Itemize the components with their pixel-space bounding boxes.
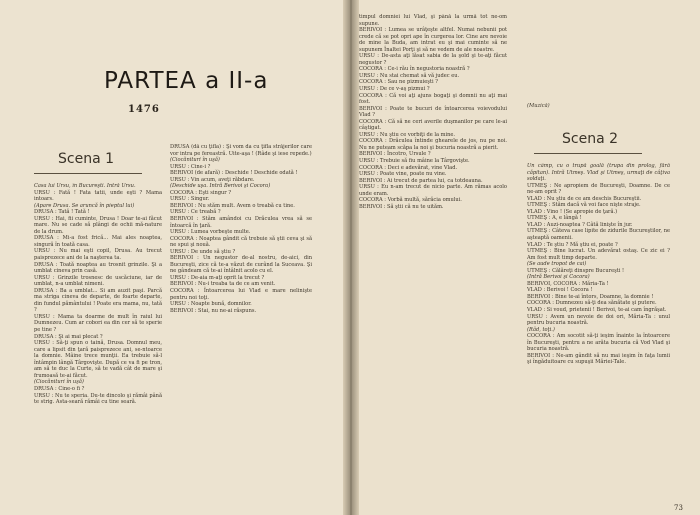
paragraph: (Ciocănituri în uşă) bbox=[170, 157, 220, 164]
left-column-2 bbox=[170, 144, 312, 505]
scene-1-rule bbox=[34, 173, 142, 174]
paragraph: COCORA : Deci e adevărat, vine Vlad. bbox=[359, 164, 458, 171]
year-heading: 1476 bbox=[128, 104, 160, 115]
paragraph: BERIVOI, COCORA : Măria-Ta ! bbox=[527, 280, 609, 287]
scene-2-rule bbox=[534, 153, 642, 154]
paragraph: URSU : Trebuie să fiu mâine la Târgovişte. bbox=[359, 158, 470, 165]
paragraph: timpul domniei lui Vlad, şi până la urmă tot ne-om supune. bbox=[359, 14, 507, 27]
paragraph: URSU : Noapte bună, domnilor. bbox=[170, 301, 252, 308]
paragraph: UTMEŞ : Câteva case lipite de zidurile Bucureştilor, ne aşteaptă oamenii. bbox=[527, 228, 670, 242]
paragraph: COCORA : Noaptea gândit că trebuie să ştii ceva şi să ne spui şi nouă. bbox=[170, 235, 312, 249]
paragraph: UTMEŞ : Bine lucrat. Un adevărat ostaş. Ce zic ei ? Am fost mult timp departe. bbox=[527, 248, 670, 261]
paragraph: URSU : Vin acum, aveţi răbdare. bbox=[170, 176, 255, 183]
left-column-1 bbox=[34, 183, 162, 505]
paragraph: URSU : Grinzile trosnesc de uscăciune, iar de umblat, n-a umblat nimeni. bbox=[34, 274, 162, 288]
paragraph: URSU : Poate vine, poate nu vine. bbox=[359, 171, 447, 178]
paragraph: DRUSA : Tată ! Tată ! bbox=[34, 209, 90, 216]
paragraph: DRUSA : Cine-o fi ? bbox=[34, 385, 85, 392]
paragraph: (Intră Berivoi şi Cocora) bbox=[527, 274, 590, 281]
paragraph: URSU : De-aia m-aţi oprit la trecut ? bbox=[170, 274, 265, 281]
paragraph: URSU : Fată ! Fata tatii, unde eşti ? Mama intoars. bbox=[34, 189, 162, 203]
paragraph: URSU : Nu te speria. Du-te dincolo şi rămâi până te strig. Asta-seară rămâi cu tine seară. bbox=[34, 392, 162, 406]
right-page bbox=[351, 0, 700, 515]
paragraph: BERIVOI : Încotro, Ursule ? bbox=[359, 151, 431, 158]
paragraph: COCORA : Drăculea întinde ghearele de jos, nu pe noi. Nu ne puteam scăpa la noi şi bucuria noastră a pierit. bbox=[359, 138, 507, 151]
paragraph: BERIVOI (de afară) : Deschide ! Deschide odată ! bbox=[170, 170, 298, 177]
paragraph: BERIVOI : Nu-i treaba ta de ce am venit. bbox=[170, 281, 276, 288]
paragraph: URSU : Cine-i ? bbox=[170, 163, 211, 170]
paragraph: BERIVOI : Ne-am gândit să nu mai ieşim în faţa lumii şi îngăduitoare cu supuşii Măriei-Tale. bbox=[527, 352, 670, 366]
paragraph: COCORA : Eşti singur ? bbox=[170, 189, 232, 196]
left-page bbox=[0, 0, 349, 515]
paragraph: (Râd, toţi.) bbox=[527, 326, 555, 333]
page-number: 73 bbox=[674, 504, 683, 512]
paragraph: COCORA : Sau ne pizmuieşti ? bbox=[359, 79, 438, 86]
paragraph: VLAD : Vino ! (Se apropie de ţară.) bbox=[527, 208, 618, 215]
scene-1-heading: Scena 1 bbox=[58, 151, 115, 167]
paragraph: URSU : De ce v-aş pizmui ? bbox=[359, 86, 430, 93]
paragraph: VLAD : Te ştiu ? Mă ştiu ei, poate ? bbox=[527, 241, 618, 248]
paragraph: URSU : Nu stai chemat să vă judec eu. bbox=[359, 72, 460, 79]
paragraph: BERIVOI : Lumea se urâţeşte altfel. Numai nebunii pot crede că se pot opri ape în curgerea lor. Cine are nevoie de mine la Buda, am intrat eu şi mai cuminte să ne supunem Înaltei Porţi şi să ne vedem de ale noastre. bbox=[359, 27, 507, 53]
right-column-2 bbox=[527, 163, 670, 499]
paragraph: BERIVOI : Poate te bucuri de întoarcerea voievodului Vlad ? bbox=[359, 105, 507, 119]
paragraph: UTMEŞ : Stăm dacă vă voi face nişte straje. bbox=[527, 202, 641, 209]
paragraph: COCORA : Că voi aţi ajuns bogaţi şi domnii nu aţi mai fost. bbox=[359, 92, 507, 106]
paragraph: URSU : Nu mai eşti copil, Drusa. Au trecut paisprezece ani de la naşterea ta. bbox=[34, 248, 162, 262]
paragraph: COCORA : Că să ne ceri averile duşmanilor pe care le-ai câştigat. bbox=[359, 118, 507, 132]
paragraph: Un câmp, cu o trupă goală (trupa din prolog, fără căpitan). Intră Utmeş. Vlad şi Utmeş, urmaţi de câţiva soldaţi. bbox=[527, 163, 670, 183]
paragraph: BERIVOI : Nu stăm mult. Avem o treabă cu tine. bbox=[170, 202, 295, 209]
paragraph: URSU : De-asta aţi lăsat sabia de la şold şi te-aţi făcut negustor ? bbox=[359, 53, 507, 66]
paragraph: URSU : Nu ştiu ce vorbiţi de la mine. bbox=[359, 131, 456, 138]
paragraph: BERIVOI : Stăm amândoi cu Drăculea vrea să se întoarcă în ţară. bbox=[170, 216, 312, 229]
paragraph: URSU : Ce treabă ? bbox=[170, 209, 221, 216]
paragraph: URSU : Să-ţi spun o taină, Drusa. Domnul meu, care a lipsit din ţară paisprezece ani, se-ntoarce la domnie. Mâine trece munţii. Ea trebuie să-l întâmpin lângă Târgovişte. După ce va fi pe tron, am să te duc la Curte, să te vadă cât de mare şi frumoasă te-ai făcut. bbox=[34, 340, 162, 379]
right-column-1 bbox=[359, 14, 507, 502]
paragraph: VLAD : Nu ştiu de ce am deschis Bucureştii. bbox=[527, 195, 642, 202]
paragraph: URSU : Mama ta doarme de mult în raiul lui Dumnezeu. Cum ar cobori ea din cer să te sperie pe tine ? bbox=[34, 313, 162, 334]
paragraph: URSU : Lumea vorbeşte multe. bbox=[170, 229, 251, 236]
paragraph: BERIVOI : Un negustor de-al nostru, de-aici, din Bucureşti, zice că te-a văzut de curând la Suceava. Şi ne gândeam că te-ai întâlnit acolo cu el. bbox=[170, 255, 312, 275]
paragraph: URSU : Singur. bbox=[170, 196, 210, 203]
paragraph: DRUSA : Mi-a fost frică... Mai ales noaptea, singură în toată casa. bbox=[34, 235, 162, 248]
paragraph: Casa lui Ursu, în Bucureşti. Intră Ursu. bbox=[34, 183, 136, 189]
paragraph: (Ciocănituri în uşă) bbox=[34, 379, 84, 386]
paragraph: (Deschide uşa. Intră Berivoi şi Cocora) bbox=[170, 183, 271, 190]
paragraph: VLAD : Auzi-noaptea ? Câtă linişte în jur. bbox=[527, 221, 633, 228]
paragraph: BERIVOI : Ai trecut de partea lui, ca totdeauna. bbox=[359, 177, 483, 184]
paragraph: DRUSA : Şi ai mai plecat ? bbox=[34, 333, 103, 340]
paragraph: COCORA : Am socotit să-ţi ieşim înainte la întoarcere în Bucureşti, pentru a ne arăta bucuria că Vod Vlad şi bucuria noastră. bbox=[527, 333, 670, 353]
paragraph: URSU : Avem un nevoie de doi ori, Măria-Ta : unul pentru bucuria noastră. bbox=[527, 313, 670, 327]
paragraph: UTMEŞ : Călăreţi dinspre Bucureşti ! bbox=[527, 267, 625, 274]
right-column-2-top bbox=[527, 103, 667, 113]
paragraph: DRUSA (dă cu ţifla) : Şi vom da cu ţifla străjerilor care vor intra pe fereastră. Uite-aşa ! (Râde şi iese repede.) bbox=[170, 144, 312, 157]
paragraph: UTMEŞ : Ne apropiem de Bucureşti, Doamne. De ce ne-am oprit ? bbox=[527, 182, 670, 196]
paragraph: VLAD : Si voud, prietenii ! Berivoi, te-ai cam îngrăşat. bbox=[527, 307, 667, 314]
paragraph: (Apare Drusa. Se aruncă în pieptul lui) bbox=[34, 202, 135, 209]
paragraph: DRUSA : Ba a umblat... Si am auzit paşi. Parcă ma striga cineva de departe, de foarte departe, din fundul pământului ! Poate era mama, nu, tată ? bbox=[34, 287, 162, 314]
paragraph: BERIVOI : Să ştii că nu te uităm. bbox=[359, 203, 444, 210]
paragraph: COCORA : Ce-i rău în negustoria noastră ? bbox=[359, 66, 470, 73]
paragraph: URSU : De unde să ştiu ? bbox=[170, 248, 236, 255]
paragraph: UTMEŞ : A, e lângă ! bbox=[527, 215, 582, 222]
paragraph: (Muzică) bbox=[527, 103, 550, 109]
paragraph: COCORA : Dumnezeu să-ţi dea sănătate şi putere. bbox=[527, 300, 657, 307]
paragraph: COCORA : Întoarcerea lui Vlad e mare nelinişte pentru noi toţi. bbox=[170, 288, 312, 301]
book-gutter bbox=[343, 0, 359, 515]
paragraph: COCORA : Vorbă multă, sărăcia omului. bbox=[359, 197, 462, 204]
paragraph: VLAD : Berivoi ! Cocora ! bbox=[527, 287, 593, 294]
paragraph: BERIVOI : Bine te-ai întors, Doamne, la domnie ! bbox=[527, 293, 654, 300]
paragraph: DRUSA : Toată noaptea au trosnit grinzile. Şi a umblat cineva prin casă. bbox=[34, 261, 162, 275]
paragraph: URSU : Eu n-am trecut de nicio parte. Am rămas acolo unde eram. bbox=[359, 184, 507, 197]
paragraph: URSU : Hai, fii cuminte, Drusa ! Doar te-ai făcut mare. Nu se cade să plângi de ochii mă-nature de la drum. bbox=[34, 215, 162, 235]
paragraph: (Se aude tropot de cai) bbox=[527, 261, 587, 268]
paragraph: BERIVOI : Stai, nu ne-ai răspuns. bbox=[170, 307, 257, 314]
scene-2-heading: Scena 2 bbox=[562, 131, 619, 147]
part-title: PARTEA a II-a bbox=[104, 68, 269, 94]
